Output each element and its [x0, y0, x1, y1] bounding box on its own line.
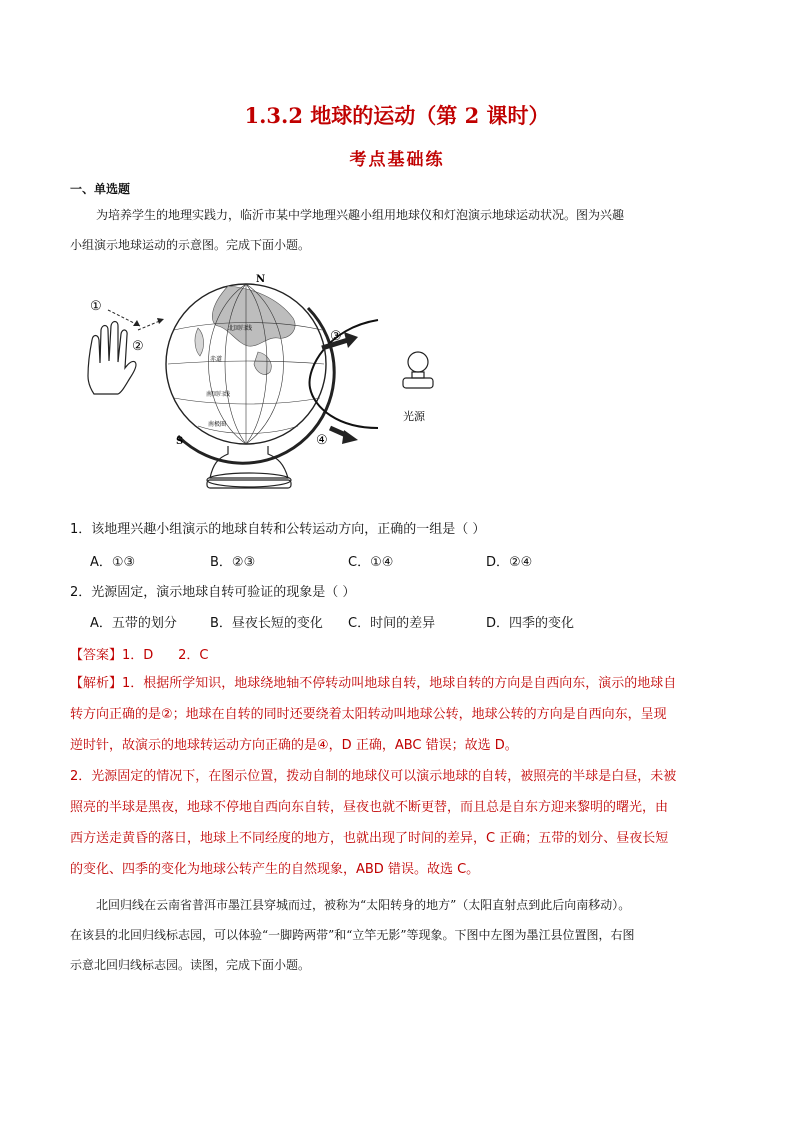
explanation-p1-l2a: 转方向正确的是	[70, 707, 162, 722]
intro-paragraph-2	[70, 890, 730, 980]
lat-label-antarctic-circle: 南极圈	[208, 421, 227, 428]
page-subtitle: 考点基础练	[349, 150, 445, 170]
q1-option-a: A．①③	[90, 555, 136, 570]
explanation-p1-l1: 1．根据所学知识，地球绕地轴不停转动叫地球自转，地球自转的方向是自西向东，演示的地球自	[122, 676, 677, 691]
explanation-p2-line-1: 2．光源固定的情况下，在图示位置，拨动自制的地球仪可以演示地球的自转，被照亮的半球是白昼，未被	[70, 769, 677, 784]
intro-paragraph-1	[70, 200, 730, 260]
q2-option-d: D．四季的变化	[486, 616, 575, 631]
explanation-p1-l3b: ，D 正确，ABC 错误；故选 D。	[328, 738, 518, 753]
arrow-4-head	[342, 430, 358, 444]
globe-figure	[78, 268, 478, 500]
light-bulb-icon	[403, 352, 433, 388]
question-2-stem: 2．光源固定，演示地球自转可验证的现象是（ ）	[70, 585, 356, 600]
q2-option-c: C．时间的差异	[348, 616, 436, 631]
explanation-p2-line-3: 西方送走黄昏的落日，地球上不同经度的地方，也就出现了时间的差异，C 正确；五带的划分、昼夜长短	[70, 831, 669, 846]
q2-option-a: A．五带的划分	[90, 616, 177, 631]
hand-icon	[88, 322, 136, 395]
answer-tag: 【答案】	[70, 648, 123, 663]
answer-line	[70, 644, 208, 663]
marker-1: ①	[90, 299, 102, 314]
explanation-p1-l2b: ；地球在自转的同时还要绕着太阳转动叫地球公转，地球公转的方向是自西向东，呈现	[172, 707, 667, 722]
page-title: 1.3.2 地球的运动（第 2 课时）	[244, 103, 550, 128]
pole-n-label: N	[256, 274, 266, 285]
explanation-line-1	[70, 668, 730, 699]
arrow-1-head	[133, 320, 140, 326]
pole-s-label: S	[176, 436, 184, 447]
light-source-label: 光源	[403, 410, 425, 423]
section-heading: 一、单选题	[70, 182, 131, 196]
marker-2: ②	[132, 339, 144, 354]
intro1-line-2: 小组演示地球运动的示意图。完成下面小题。	[70, 238, 311, 252]
q1-option-b: B．②③	[210, 555, 256, 570]
explanation-tag: 【解析】	[70, 676, 123, 691]
answer-text: 1．D 2．C	[122, 648, 209, 663]
explanation-p1-l3a: 逆时针，故演示的地球转运动方向正确的是	[70, 738, 318, 753]
globe-diagram	[78, 268, 478, 500]
intro2-line-1: 北回归线在云南省普洱市墨江县穿城而过，被称为“太阳转身的地方”（太阳直射点到此后向南移动）。	[96, 898, 631, 912]
explanation-mark-2: ②	[161, 707, 173, 722]
intro1-line-1: 为培养学生的地理实践力，临沂市某中学地理兴趣小组用地球仪和灯泡演示地球运动状况。图为兴趣	[96, 208, 625, 222]
explanation-p2-line-2: 照亮的半球是黑夜，地球不停地自西向东自转，昼夜也就不断更替，而且总是自东方迎来黎明的曙光，由	[70, 800, 669, 815]
q1-option-d: D．②④	[486, 555, 533, 570]
intro2-line-3: 示意北回归线标志园。读图，完成下面小题。	[70, 958, 311, 972]
intro2-line-2: 在该县的北回归线标志园，可以体验“一脚跨两带”和“立竿无影”等现象。下图中左图为墨江县位置图，右图	[70, 928, 635, 942]
question-1-stem: 1．该地理兴趣小组演示的地球自转和公转运动方向，正确的一组是（ ）	[70, 522, 486, 537]
arrow-3-head	[344, 332, 358, 348]
explanation-line-2	[70, 699, 730, 730]
q1-option-c: C．①④	[348, 555, 394, 570]
explanation-line-3	[70, 730, 730, 761]
explanation-mark-4: ④	[317, 738, 329, 753]
arrow-2-head	[157, 318, 164, 324]
q2-option-b: B．昼夜长短的变化	[210, 616, 323, 631]
lat-label-tropic-capricorn: 南回归线	[206, 391, 231, 398]
lat-label-equator: 赤道	[210, 356, 223, 363]
lat-label-tropic-cancer: 北回归线	[228, 325, 253, 332]
marker-3: ③	[330, 329, 342, 344]
globe-icon	[166, 284, 326, 444]
explanation-block	[70, 668, 730, 885]
explanation-p2-line-4: 的变化、四季的变化为地球公转产生的自然现象，ABD 错误。故选 C。	[70, 862, 480, 877]
marker-4: ④	[316, 433, 328, 448]
